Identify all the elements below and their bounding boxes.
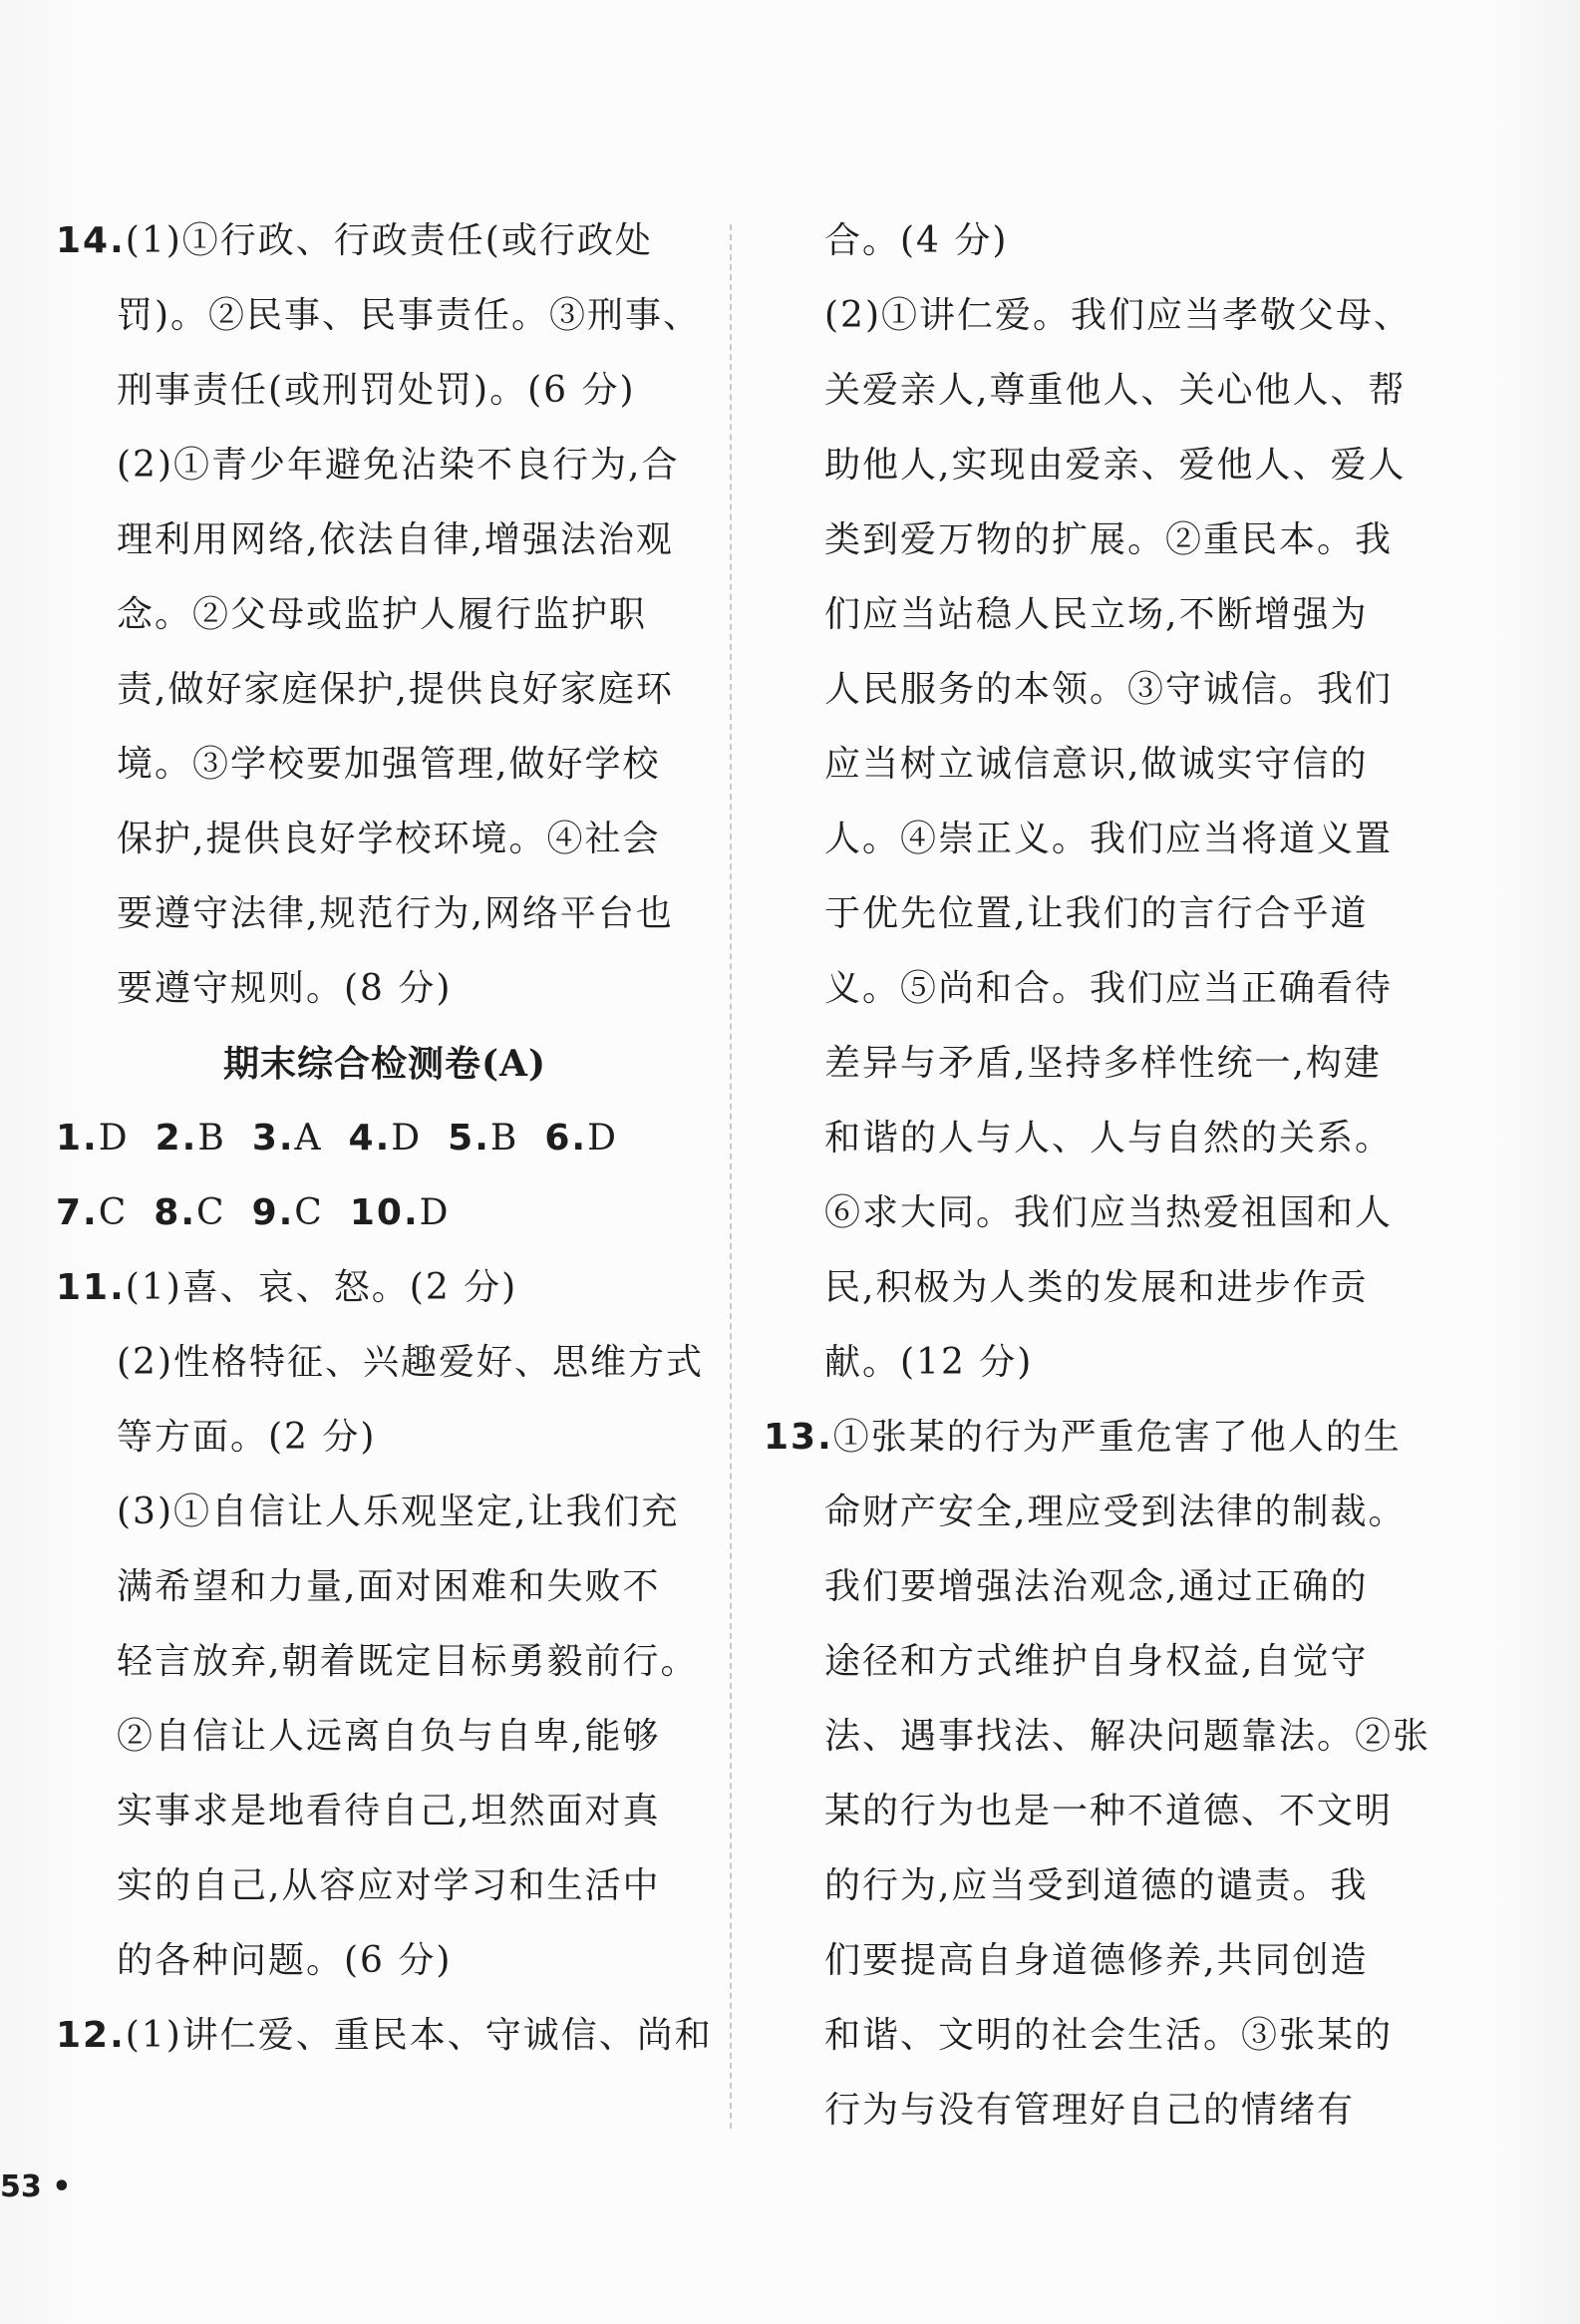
q11-line-4: (3)①自信让人乐观坚定,让我们充 bbox=[117, 1492, 680, 1532]
mc-answers-row-2 bbox=[56, 1183, 694, 1258]
q12-cont-line-15: 民,积极为人类的发展和进步作贡 bbox=[824, 1267, 1369, 1308]
q14-line-11: 要遵守规则。(8 分) bbox=[117, 968, 453, 1009]
mc-answer: 8.C bbox=[154, 1192, 226, 1233]
q12-cont-line-4: 助他人,实现由爱亲、爱他人、爱人 bbox=[824, 445, 1407, 486]
left-column bbox=[56, 211, 713, 2081]
q11-line-8: 实事求是地看待自己,坦然面对真 bbox=[117, 1791, 661, 1831]
q11-line-9: 实的自己,从容应对学习和生活中 bbox=[117, 1865, 661, 1906]
q13-line-5: 法、遇事找法、解决问题靠法。②张 bbox=[824, 1716, 1431, 1757]
q14-line-9: 保护,提供良好学校环境。④社会 bbox=[117, 819, 661, 859]
q12-cont-line-6: 们应当站稳人民立场,不断增强为 bbox=[824, 594, 1369, 635]
q14-line-1: 14.(1)①行政、行政责任(或行政处 bbox=[56, 220, 653, 261]
q14-line-6: 念。②父母或监护人履行监护职 bbox=[117, 594, 648, 635]
question-number: 12. bbox=[56, 2015, 126, 2056]
mc-answer: 1.D bbox=[56, 1118, 130, 1159]
mc-answer: 6.D bbox=[544, 1118, 618, 1159]
q13-line-6: 某的行为也是一种不道德、不文明 bbox=[824, 1791, 1394, 1831]
page-number: 53 • bbox=[0, 2169, 72, 2204]
q13-line-7: 的行为,应当受到道德的谴责。我 bbox=[824, 1865, 1369, 1906]
mc-answer: 2.B bbox=[155, 1118, 226, 1159]
q14-line-2: 罚)。②民事、民事责任。③刑事、 bbox=[117, 295, 702, 336]
q11-line-10: 的各种问题。(6 分) bbox=[117, 1940, 453, 1981]
q11-line-5: 满希望和力量,面对困难和失败不 bbox=[117, 1566, 661, 1607]
column-divider bbox=[730, 224, 732, 2129]
question-number: 11. bbox=[56, 1267, 126, 1308]
q12-cont-line-16: 献。(12 分) bbox=[824, 1342, 1034, 1383]
q11-line-2: (2)性格特征、兴趣爱好、思维方式 bbox=[117, 1342, 704, 1383]
mc-answers-row-1 bbox=[56, 1109, 694, 1183]
q13-line-3: 我们要增强法治观念,通过正确的 bbox=[824, 1566, 1369, 1607]
q12-cont-line-10: 于优先位置,让我们的言行合乎道 bbox=[824, 893, 1369, 934]
q12-cont-line-3: 关爱亲人,尊重他人、关心他人、帮 bbox=[824, 370, 1407, 411]
mc-answer: 5.B bbox=[448, 1118, 519, 1159]
q13-line-9: 和谐、文明的社会生活。③张某的 bbox=[824, 2015, 1394, 2056]
q12-cont-line-12: 差异与矛盾,坚持多样性统一,构建 bbox=[824, 1043, 1382, 1084]
q12-cont-line-9: 人。④崇正义。我们应当将道义置 bbox=[824, 819, 1394, 859]
mc-answer: 9.C bbox=[251, 1192, 324, 1233]
q13-line-1: 13.①张某的行为严重危害了他人的生 bbox=[764, 1417, 1402, 1458]
q13-line-10: 行为与没有管理好自己的情绪有 bbox=[824, 2090, 1356, 2131]
q11-line-1: 11.(1)喜、哀、怒。(2 分) bbox=[56, 1267, 518, 1308]
q12-line-1: 12.(1)讲仁爱、重民本、守诚信、尚和 bbox=[56, 2015, 713, 2056]
q14-line-3: 刑事责任(或刑罚处罚)。(6 分) bbox=[117, 370, 636, 411]
q12-cont-line-11: 义。⑤尚和合。我们应当正确看待 bbox=[824, 968, 1394, 1009]
q14-line-4: (2)①青少年避免沾染不良行为,合 bbox=[117, 445, 680, 486]
q11-line-6: 轻言放弃,朝着既定目标勇毅前行。 bbox=[117, 1641, 699, 1682]
q12-cont-line-13: 和谐的人与人、人与自然的关系。 bbox=[824, 1118, 1394, 1159]
q14-line-10: 要遵守法律,规范行为,网络平台也 bbox=[117, 893, 674, 934]
q13-line-4: 途径和方式维护自身权益,自觉守 bbox=[824, 1641, 1369, 1682]
q14-line-7: 责,做好家庭保护,提供良好家庭环 bbox=[117, 669, 674, 710]
right-column bbox=[764, 211, 1431, 2156]
q14-line-8: 境。③学校要加强管理,做好学校 bbox=[117, 744, 661, 785]
mc-answer: 7.C bbox=[56, 1192, 129, 1233]
q11-line-7: ②自信让人远离自负与自卑,能够 bbox=[117, 1716, 661, 1757]
q13-line-8: 们要提高自身道德修养,共同创造 bbox=[824, 1940, 1369, 1981]
q11-line-3: 等方面。(2 分) bbox=[117, 1417, 377, 1458]
q12-cont-line-5: 类到爱万物的扩展。②重民本。我 bbox=[824, 519, 1394, 560]
q14-line-5: 理利用网络,依法自律,增强法治观 bbox=[117, 519, 674, 560]
q12-cont-line-8: 应当树立诚信意识,做诚实守信的 bbox=[824, 744, 1369, 785]
mc-answer: 3.A bbox=[251, 1118, 323, 1159]
q13-line-2: 命财产安全,理应受到法律的制裁。 bbox=[824, 1492, 1407, 1532]
question-number: 13. bbox=[764, 1417, 833, 1458]
q12-cont-line-7: 人民服务的本领。③守诚信。我们 bbox=[824, 669, 1394, 710]
q12-cont-line-2: (2)①讲仁爱。我们应当孝敬父母、 bbox=[824, 295, 1412, 336]
mc-answer: 10.D bbox=[349, 1192, 451, 1233]
section-title: 期末综合检测卷(A) bbox=[223, 1043, 546, 1085]
question-number: 14. bbox=[56, 220, 126, 261]
q12-cont-line-14: ⑥求大同。我们应当热爱祖国和人 bbox=[824, 1192, 1394, 1233]
mc-answer: 4.D bbox=[348, 1118, 423, 1159]
q12-cont-line-1: 合。(4 分) bbox=[824, 220, 1009, 261]
